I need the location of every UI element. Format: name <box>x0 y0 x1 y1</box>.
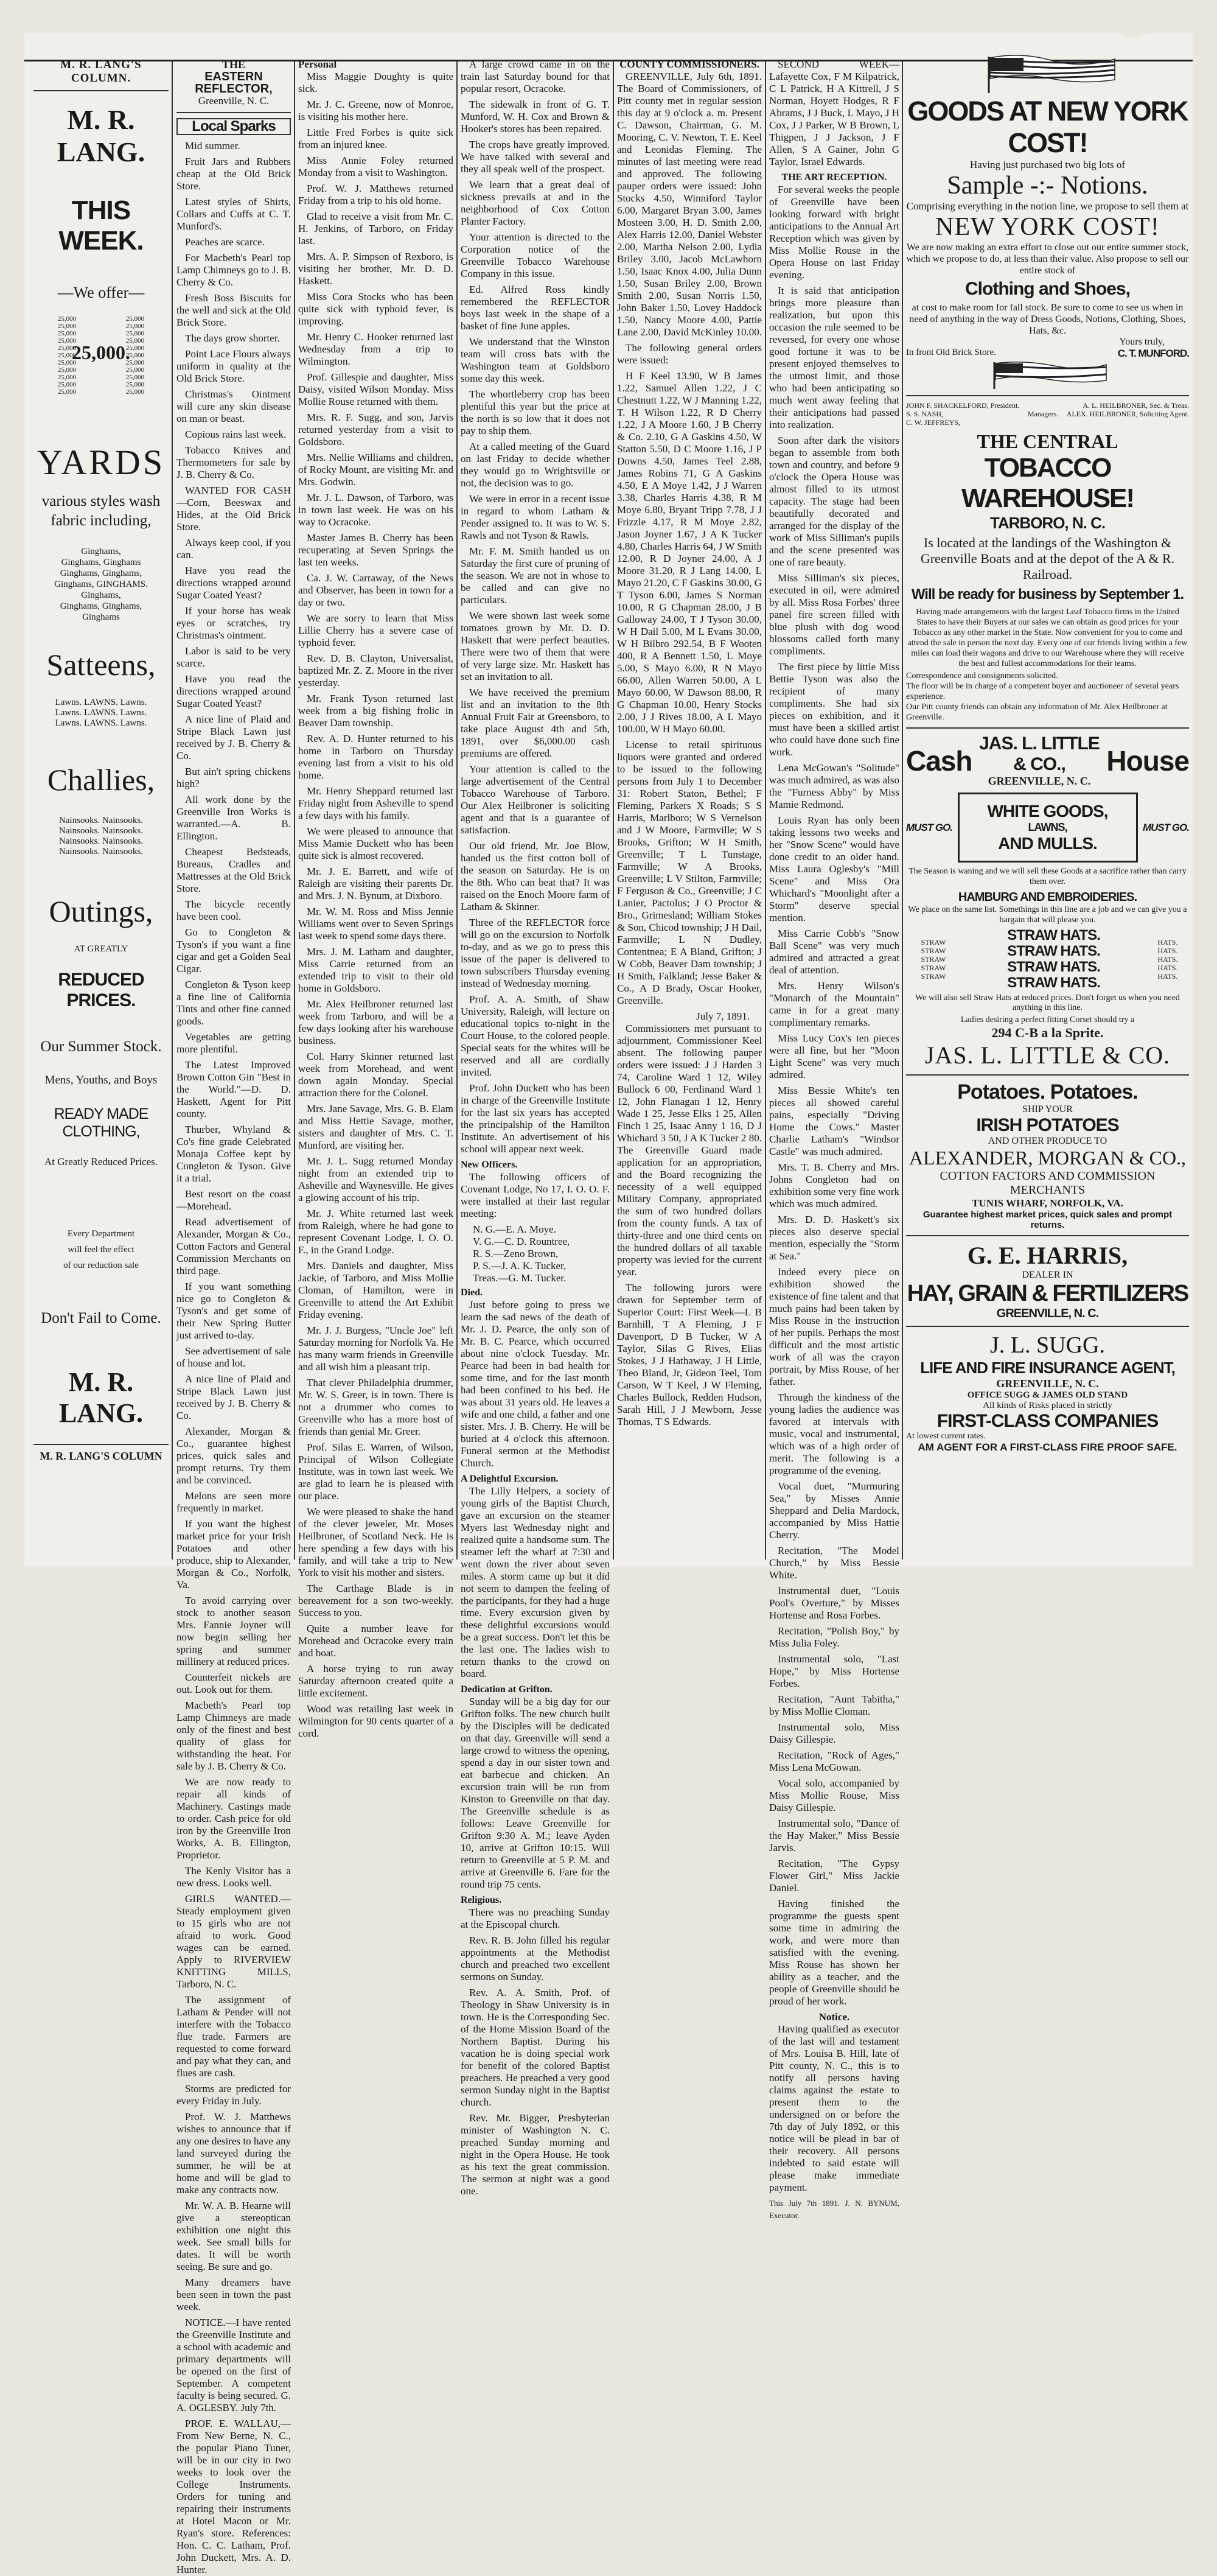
little-ad <box>906 733 1189 1069</box>
warehouse-body: Having made arrangements with the largest Leaf Tobacco firms in the United States to have their Buyers at our sales we can obtain as good prices for your Tobacco as any other market in the State. Now convenient for you to come and attend the sale in person the next day. Every one of our friends living within a few miles can load their wagons and drive to our Warehouse where they will receive the best and fullest accommodations for their teams. <box>907 607 1188 668</box>
officers-list <box>461 1223 610 1284</box>
personal-item: A horse trying to run away Saturday afternoon created quite a little excitement. <box>298 1663 453 1699</box>
local-item: The bicycle recently have been cool. <box>176 898 291 922</box>
notice-heading: Notice. <box>818 2011 850 2023</box>
local-item: Best resort on the coast—Morehead. <box>176 1188 291 1212</box>
excursion-heading: A Delightful Excursion. <box>461 1474 559 1484</box>
yards-heading: YARDS <box>37 443 166 482</box>
news-item: The sidewalk in front of G. T. Munford, W. H. Cox and Brown & Hooker's stores has been repaired. <box>461 99 610 135</box>
irish-potatoes: IRISH POTATOES <box>976 1115 1119 1135</box>
quantity-list: 25,000 25,000 25,000 25,000 25,000 25,000 25,000 25,000 25,000 25,000 25,000 <box>57 315 77 396</box>
personal-item: Little Fred Forbes is quite sick from an injured knee. <box>298 127 453 150</box>
local-item: Latest styles of Shirts, Collars and Cuffs at C. T. Munford's. <box>176 196 291 232</box>
notice-signature: This July 7th 1891. J. N. BYNUM, Executor. <box>769 2199 899 2220</box>
art-closing: Having finished the programme the guests spent some time in admiring the work, and were more than satisfied with the evening. Miss Rouse has shown her ability as a teacher, and the people of Greenville should be proud of her work. <box>769 1898 899 2007</box>
personal-item: We are sorry to learn that Miss Lillie Cherry has a severe case of typhoid fever. <box>298 612 453 648</box>
personal-item: Mr. W. M. Ross and Miss Jennie Williams went over to Seven Springs last week to spend some days there. <box>298 906 453 942</box>
art-paragraph: Indeed every piece on exhibition showed the existence of fine talent and that much pains had been taken by Miss Rouse in the instruction of her pupils. Perhaps the most difficult and the most artistic work of all was the crayon portrait, by Miss Rouse, of her father. <box>769 1266 899 1387</box>
excursion-text: The Lilly Helpers, a society of young girls of the Baptist Church, gave an excursion on the steamer Myers last Wednesday night and realized quite a handsome sum. The steamer left the wharf at 7:30 and went down the river about seven miles. A storm came up but it did not seem to dampen the feeling of the participants, for they had a huge time. Every excursion given by these delightful excursions would be a great success. Don't let this be the last one. The ladies wish to return thanks to the crowd on board. <box>461 1485 610 1679</box>
religious-item: There was no preaching Sunday at the Episcopal church. <box>461 1906 610 1930</box>
local-item: Always keep cool, if you can. <box>176 537 291 561</box>
grifton-text: Sunday will be a big day for our Grifton folks. The new church built by the Disciples will be dedicated on that day. Greenville will send a large crowd to witness the opening, spend a day in our sister town and eat barbecue and chicken. An excursion train will be run from Kinston to Greenville on that day. The Greenville schedule is as follows: Leave Greenville for Grifton 9:30 A. M.; leave Ayden 10, arrive at Grifton 10:15. Will return to Greenville at 5 P. M. and arrive at Greenville 6. Fare for the round trip 75 cents. <box>461 1696 610 1890</box>
local-item: Tobacco Knives and Thermometers for sale by J. B. Cherry & Co. <box>176 444 291 480</box>
column-rule <box>456 61 458 1559</box>
straw-note: We will also sell Straw Hats at reduced prices. Don't forget us when you need anything in this line. <box>915 993 1180 1012</box>
officer-entry: N. G.—E. A. Moye. <box>473 1223 556 1235</box>
correspondence: Correspondence and consignments solicited. <box>906 671 1058 681</box>
ads-column <box>906 52 1189 1559</box>
fire-proof-safe: AM AGENT FOR A FIRST-CLASS FIRE PROOF SAFE. <box>918 1441 1177 1453</box>
religious-item: Rev. A. A. Smith, Prof. of Theology in Shaw University is in town. He is the Corresponding Sec. of the Home Mission Board of the Northern Baptist. During his vacation he is doing special work for benefit of the colored Baptist preachers. He preached a very good sermon Sunday night in the Baptist church. <box>461 1987 610 2108</box>
art-paragraphs <box>769 184 899 1477</box>
personal-item: Mr. J. C. Greene, now of Monroe, is visiting his mother here. <box>298 99 453 122</box>
every-department: Every Department will feel the effect of our reduction sale <box>63 1229 139 1270</box>
news-item: We were shown last week some tomatoes grown by Mr. D. D. Haskett that were perfect beauties. There were two of them that were of very large size. Mr. Haskett has set an invitation to all. <box>461 610 610 682</box>
died-text: Just before going to press we learn the sad news of the death of Mr. J. D. Pearce, the only son of Mr. B. C. Pearce, which occurred about nine o'clock Tuesday. Mr. Pearce had been in bad health for some time, and for the last month had been confined to his bed. He was about 31 years old. He leaves a wife and one child, a father and one sister. Mrs. J. B. Cherry. He will be buried at 4 o'clock this afternoon. Funeral sermon at the Methodist Church. <box>461 1299 610 1469</box>
local-item: WANTED FOR CASH—Corn, Beeswax and Hides, at the Old Brick Store. <box>176 485 291 533</box>
harris-city: GREENVILLE, N. C. <box>996 1307 1099 1320</box>
art-paragraph: Miss Carrie Cobb's "Snow Ball Scene" was very much admired and attracted a great deal of attention. <box>769 928 899 976</box>
column-rule <box>613 61 614 1559</box>
died-heading: Died. <box>461 1287 483 1298</box>
art-paragraph: Miss Lucy Cox's ten pieces were all fine, but her "Moon Light Scene" was very much admired. <box>769 1032 899 1080</box>
local-item: Go to Congleton & Tyson's if you want a fine cigar and get a Golden Seal Cigar. <box>176 926 291 975</box>
corset-note: Ladies desiring a perfect fitting Corset should try a <box>960 1015 1135 1024</box>
art-paragraph: The first piece by little Miss Bettie Tyson was also the recipient of many compliments. She had six pieces on exhibition, and it must have been a skilled artist who could have done such fine work. <box>769 661 899 758</box>
personal-item: Rev. A. D. Hunter returned to his home in Tarboro on Thursday evening last from a visit to his old home. <box>298 733 453 781</box>
ready-made-clothing: READY MADE CLOTHING, <box>54 1105 148 1140</box>
general-orders-text: H F Keel 13.90, W B James 1.22, Samuel Allen 1.22, J C Chestnutt 1.22, W J Manning 1.22, T. H Wilson 1.22, R D Cherry 1.22, J A Moore 1.60, J B Cherry & Co. 2.10, G A Gaskins 4.50, W Statton 5.50, D C Moore 1.16, J P Downs 4.50, James Teel 2.88, James Robins 71, G A Gaskins 4.50, E A Moye 1.42, J J Warren 3.38, Charles Harris 4.38, R M Moye 6.80, Bryant Tripp 7.78, J J Frizzle 4.17, R M Moye 2.82, Jason Joyner 1.67, J A K Tucker 4.80, Charles Harris 64, J W Smith 12.00, R D Joyner 24.00, A J Moore 31.20, R J Lang 14.00, L Mayo 21.20, C F Gaskins 30.00, G T Tyson 6.00, James S Norman 10.00, R G Chapman 28.00, J B Galloway 24.00, T J Tyson 30.00, W H Dail 5.00, M L Evans 30.00, W H Bilbro 292.54, B F Wooten 400, R A Bennett 1.50, L Moye 5.00, S Mayo 6.00, R N Mayo 66.00, Allen Warren 50.00, A L Mayo 60.00, W Dawson 88.00, R G Chapman 10.00, Henry Stocks 2.00, J J Rives 18.00, A L Mayo 100.00, W H Mayo 60.00. <box>617 370 762 735</box>
officer-entry: Treas.—G. M. Tucker. <box>473 1272 567 1284</box>
ready-by-sept: Will be ready for business by September 1. <box>911 586 1184 603</box>
ad-body-3: at cost to make room for fall stock. Be sure to come to see us when in need of anything in the way of Dress Goods, Notions, Clothing, Shoes, Hats, &c. <box>909 303 1186 336</box>
quantity-block <box>33 308 169 399</box>
adjourned-text: Commissioners met pursuant to adjournment, Commissioner Keel absent. The following pauper orders were issued: J J Harden 3 74, Caroline Ward 1 12, Wiley Bullock 6 00, Ferdinand Ward 1 12, John Flanagan 1 12, Henry Wade 1 25, Jesse Elks 1 25, Allen Finch 1 25, Isaac Anny 1 16, D J Whichard 3 50, J A K Tucker 2 80. The Greenville Guard made application for an appropriation, and the Board recognizing the necessity of a well equipped Military Company, appropriated the sum of two hundred dollars from the county funds. A tax of thirty-three and one third cents on the hundred dollars of all taxable property was levied for the current year. <box>617 1023 762 1278</box>
firm-name: ALEXANDER, MORGAN & CO., <box>908 1147 1187 1169</box>
local-item: Mr. W. A. B. Hearne will give a stereoptican exhibition one night this week. See small bills for dates. It will be worth seeing. Be sure and go. <box>176 2200 291 2272</box>
art-paragraph: It is said that anticipation brings more pleasure than realization, but upon this occasion the rule seemed to be reversed, for every one whose good fortune it was to be present enjoyed themselves to the utmost limit, and those who had been anticipating so much went away feeling that their anticipations had passed into realization. <box>769 285 899 430</box>
at-greatly: AT GREATLY <box>74 944 128 954</box>
sugg-office: OFFICE SUGG & JAMES OLD STAND <box>967 1390 1128 1400</box>
ad-body-2: We are now making an extra effort to close out our entire summer stock, which we propose to do, at less than their value. Also propose to sell our entire stock of <box>906 242 1189 276</box>
local-item: PROF. E. WALLAU,—From New Berne, N. C., the popular Piano Tuner, will be in our city in two weeks to look over the College Instruments. Orders for tuning and repairing their instruments at Hotel Macon or Mr. Ryan's store. References: Hon. C. C. Latham, Prof. John Duckett, Mrs. A. D. Hunter. <box>176 2418 291 2575</box>
personal-item: Mr. Henry Sheppard returned last Friday night from Asheville to spend a few days with his family. <box>298 785 453 821</box>
local-item: The days grow shorter. <box>185 332 280 344</box>
local-item: Have you read the directions wrapped around Sugar Coated Yeast? <box>176 673 291 709</box>
news-item: We were in error in a recent issue in regard to whom Latham & Pender assigned to. It was to W. S. Rawls and not Tyson & Rawls. <box>461 493 610 541</box>
cotton-factors: COTTON FACTORS AND COMMISSION MERCHANTS <box>940 1169 1156 1197</box>
personal-item: Glad to receive a visit from Mr. C. H. Jenkins, of Tarboro, on Friday last. <box>298 211 453 247</box>
personal-item: Miss Maggie Doughty is quite sick. <box>298 71 453 94</box>
local-item: Melons are seen more frequently in market. <box>176 1490 291 1514</box>
officer-entry: V. G.—C. D. Rountree, <box>473 1236 570 1247</box>
officer-entry: P. S.—J. A. K. Tucker, <box>473 1260 567 1272</box>
local-item: To avoid carrying over stock to another season Mrs. Fannie Joyner will now begin selling her spring and summer millinery at reduced prices. <box>176 1595 291 1667</box>
news-item: Your attention is called to the large advertisement of the Central Tobacco Warehouse of Tarboro. Our Alex Heilbroner is soliciting agent and that is a guarantee of satisfaction. <box>461 763 610 836</box>
warehouse-city: TARBORO, N. C. <box>989 514 1106 532</box>
must-go-right: MUST GO. <box>1142 821 1189 833</box>
ad-sub: Having just purchased two big lots of <box>970 159 1125 170</box>
art-paragraph: Mrs. Henry Wilson's "Monarch of the Mountain" came in for a great many complimentary remarks. <box>769 980 899 1028</box>
must-go-left: MUST GO. <box>906 821 953 833</box>
personal-item: We were pleased to announce that Miss Mamie Duckett who has been quite sick is almost recovered. <box>298 825 453 861</box>
programme-item: Vocal duet, "Murmuring Sea," by Misses Annie Sheppard and Delia Mardock, accompanied by Miss Hattie Cherry. <box>769 1480 899 1541</box>
ad-body: Comprising everything in the notion line, we propose to sell them at <box>906 200 1189 212</box>
little-name: JAS. L. LITTLE & CO., <box>979 733 1100 774</box>
art-paragraph: Louis Ryan has only been taking lessons two weeks and her "Snow Scene" would have done credit to an older hand. Miss Laura Oglesby's "Mill Scene" and Miss Ora Whichard's "Moonlight after a Storm" deserve special mention. <box>769 814 899 923</box>
personal-item: Prof. W. J. Matthews returned Friday from a trip to his old home. <box>298 183 453 206</box>
column-rule <box>172 61 173 1559</box>
personal-item: The Carthage Blade is in bereavement for a son two-weekly. Success to you. <box>298 1583 453 1619</box>
personal-item: Col. Harry Skinner returned last week from Morehead, and went down again Monday. Special attraction there for the Colonel. <box>298 1051 453 1099</box>
ad-location: In front Old Brick Store. <box>906 348 996 357</box>
news-item: Our old friend, Mr. Joe Blow, handed us the first cotton boll of the season on Saturday. He is on the 8th. Who can beat that? It was raised on the Enoch Moore farm of Latham & Skinner. <box>461 840 610 912</box>
local-item: Have you read the directions wrapped around Sugar Coated Yeast? <box>176 565 291 601</box>
yours-truly: Yours truly, <box>1119 337 1165 347</box>
new-york-cost: NEW YORK COST! <box>935 213 1160 241</box>
news-item: We understand that the Winston team will cross bats with the Washington team at Goldsboro some day this week. <box>461 336 610 384</box>
general-orders-heading: The following general orders were issued: <box>617 342 762 366</box>
local-item: Storms are predicted for every Friday in July. <box>176 2083 291 2107</box>
potatoes-ad <box>906 1080 1189 1230</box>
personal-item: That clever Philadelphia drummer, Mr. W. S. Greer, is in town. There is not a drummer who comes to Greenville who has a more host of friends than genial Mr. Greer. <box>298 1377 453 1437</box>
art-column <box>769 58 899 2220</box>
local-item: Read advertisement of Alexander, Morgan & Co., Cotton Factors and General Commission Merchants on third page. <box>176 1216 291 1276</box>
local-item: For Macbeth's Pearl top Lamp Chimneys go to J. B. Cherry & Co. <box>176 252 291 288</box>
commissioners-text: GREENVILLE, July 6th, 1891. The Board of Commissioners, of Pitt county met in regular session this day at 9 o'clock a. m. Present C. Dawson, Chairman, G. M. Mooring, C. V. Newton, T. E. Keel and Leonidas Fleming. The minutes of last meeting were read and approved. The following pauper orders were issued: John Stocks 4.50, Winniford Taylor 6.00, Margaret Bryan 3.00, James Mosteen 3.00, H. D. Smith 2.00, Alex Harris 12.00, Daniel Webster 2.00, Martha Nelson 2.00, Lydia Briley 3.00, Jacob McLawhorn 1.50, Isaac Knox 4.00, Julia Dunn 1.50, Susan Briley 2.00, Brown Smith 2.00, Susan Norris 1.50, John Baker 1.50, Lovey Haddock 1.50, Nancy Moore 4.00, Pattie Lane 2.00, David McKinley 10.00. <box>617 71 762 338</box>
news-item: At a called meeting of the Guard on last Friday to decide whether they would go to Wrightsville or not, the decision was to go. <box>461 441 610 489</box>
programme-item: Instrumental solo, "Dance of the Hay Maker," Miss Bessie Jarvis. <box>769 1818 899 1853</box>
local-item: Mid summer. <box>185 140 240 152</box>
ginghams-list: Ginghams, Ginghams, Ginghams Ginghams, Ginghams, Ginghams, GINGHAMS. Ginghams, Ginghams, Ginghams, Ginghams <box>54 547 148 622</box>
news-item: Ed. Alfred Ross kindly remembered the REFLECTOR boys last week in the shape of a basket of fine June apples. <box>461 284 610 332</box>
art-paragraph: For several weeks the people of Greenville have been looking forward with bright anticipations to the Annual Art Reception which was given by Miss Mollie Rouse in the Opera House on last Friday evening. <box>769 184 899 281</box>
warehouse-location: Is located at the landings of the Washington & Greenville Boats and at the depot of the A & R. Railroad. <box>920 535 1175 582</box>
religious-items <box>461 1906 610 2197</box>
news-item: The crops have greatly improved. We have talked with several and they all speak well of the prospect. <box>461 139 610 175</box>
little-name-bottom: JAS. L. LITTLE & CO. <box>924 1041 1171 1069</box>
personal-item: Rev. D. B. Clayton, Universalist, baptized Mr. Z. Z. Moore in the river yesterday. <box>298 653 453 688</box>
second-week-jurors: SECOND WEEK—Lafayette Cox, F M Kilpatrick, C L Patrick, H A Kittrell, J S Norman, Hoyett Hodges, R F Abrams, J J Buck, L Mayo, J H Cox, J J Parker, W B Brown, L Thigpen, J J Jackson, J F Allen, S A Gainer, John G Taylor, Israel Edwards. <box>769 58 899 167</box>
corset-name: 294 C-B a la Sprite. <box>991 1025 1104 1040</box>
dont-fail: Don't Fail to Come. <box>41 1310 161 1326</box>
straw-hats-stack: STRAW HATS. STRAW HATS. STRAW HATS. STRAW HATS. <box>1007 927 1100 991</box>
local-item: NOTICE.—I have rented the Greenville Institute and a school with academic and primary departments will be opened on the first of September. A competent faculty is being secured. G. A. OGLESBY. July 7th. <box>176 2317 291 2413</box>
news-item: Prof. John Duckett who has been in charge of the Greenville Institute for the last six years has accepted the principalship of the Hamilton Institute. An advertisement of his school will appear next week. <box>461 1082 610 1155</box>
season-note: The Season is waning and we will sell these Goods at a sacrifice rather than carry them over. <box>908 867 1187 886</box>
local-item: Vegetables are getting more plentiful. <box>176 1031 291 1055</box>
personal-item: Wood was retailing last week in Wilmington for 90 cents quarter of a cord. <box>298 1703 453 1739</box>
news-item: Your attention is directed to the Corporation notice of the Greenville Tobacco Warehouse Company in this issue. <box>461 231 610 279</box>
lawns-list: Lawns. LAWNS. Lawns. Lawns. LAWNS. Lawns. Lawns. LAWNS. Lawns. <box>55 698 147 728</box>
local-item: Alexander, Morgan & Co., guarantee highest prices, quick sales and prompt returns. Try them and be convinced. <box>176 1426 291 1486</box>
personal-item: Mrs. Nellie Williams and children, of Rocky Mount, are visiting Mr. and Mrs. Godwin. <box>298 452 453 488</box>
white-goods: WHITE GOODS, <box>987 802 1108 821</box>
officers-heading: New Officers. <box>461 1160 518 1170</box>
merchant-name: M. R. LANG. <box>57 104 145 167</box>
personal-item: Mrs. R. F. Sugg, and son, Jarvis returned yesterday from a visit to Goldsboro. <box>298 411 453 447</box>
section-heading: Personal <box>298 58 337 70</box>
local-item: Many dreamers have been seen in town the past week. <box>176 2277 291 2312</box>
local-item: See advertisement of sale of house and lot. <box>176 1345 291 1369</box>
sugg-rates: At lowest current rates. <box>906 1432 986 1441</box>
hamburg-heading: HAMBURG AND EMBROIDERIES. <box>958 891 1137 904</box>
column-footer: M. R. LANG'S COLUMN <box>40 1450 162 1462</box>
reduced-prices: REDUCED PRICES. <box>58 970 144 1010</box>
clothing-and-shoes: Clothing and Shoes, <box>965 279 1130 299</box>
sugg-agent: LIFE AND FIRE INSURANCE AGENT, <box>920 1359 1175 1377</box>
outings-heading: Outings, <box>49 894 153 928</box>
news-item: We have received the premium list and an invitation to the 8th Annual Fruit Fair at Greensboro, to take place August 4th and 5th, 1891, over $6,000.00 cash premiums are offered. <box>461 687 610 759</box>
harris-dealer: DEALER IN <box>1022 1270 1073 1280</box>
local-item: Christmas's Ointment will cure any skin disease on man or beast. <box>176 388 291 424</box>
local-item: A nice line of Plaid and Stripe Black Lawn just received by J. B. Cherry & Co. <box>176 713 291 761</box>
commissioners-column <box>617 58 762 1559</box>
art-paragraph: Miss Bessie White's ten pieces all showed careful pains, especially "Driving Home the Cows." Master Charlie Latham's "Windsor Castle" was much admired. <box>769 1085 899 1157</box>
straw-hats-block <box>906 928 1189 991</box>
personal-items <box>298 71 453 1740</box>
firm-address: TUNIS WHARF, NORFOLK, VA. <box>972 1197 1123 1209</box>
programme-item: Vocal solo, accompanied by Miss Mollie Rouse, Miss Daisy Gillespie. <box>769 1777 899 1813</box>
programme-item: Instrumental duet, "Louis Pool's Overture," by Misses Hortense and Rosa Forbes. <box>769 1585 899 1621</box>
harris-name: G. E. HARRIS, <box>967 1242 1128 1269</box>
personal-item: Mrs. A. P. Simpson of Rexboro, is visiting her brother, Mr. D. D. Haskett. <box>298 251 453 287</box>
notice-text: Having qualified as executor of the last will and testament of Mrs. Louisa B. Hill, late of Pitt county, N. C., this is to notify all persons having claims against the estate to present them to the undersigned on or before the 7th day of July 1892, or this notice will be plead in bar of their recovery. All persons indebted to said estate will please make immediate payment. <box>769 2023 899 2193</box>
officers-left: JOHN F. SHACKELFORD, President. S. S. NASH, C. W. JEFFREYS, <box>906 401 1020 427</box>
central-warehouse-ad <box>906 401 1189 723</box>
personal-item: Mrs. Daniels and daughter, Miss Jackie, of Tarboro, and Miss Mollie Cloman, of Hamilton, were in Greenville to attend the Art Exhibit Friday evening. <box>298 1260 453 1320</box>
this-week-heading: THIS WEEK. <box>58 195 144 256</box>
personal-item: Quite a number leave for Morehead and Ocracoke every train and boat. <box>298 1623 453 1659</box>
ship-your: SHIP YOUR <box>1022 1104 1073 1115</box>
section-heading: Local Sparks <box>176 118 291 135</box>
personal-item: Mr. Frank Tyson returned last week from a big fishing frolic in Beaver Dam township. <box>298 693 453 729</box>
art-paragraph: Mrs. T. B. Cherry and Mrs. Johns Congleton had on exhibition some very fine work which was much admired. <box>769 1161 899 1209</box>
religious-heading: Religious. <box>461 1895 502 1905</box>
programme-item: Recitation, "Polish Boy," by Miss Julia Foley. <box>769 1625 899 1649</box>
local-item: If you want something nice go to Congleton & Tyson's and get some of their New Spring Butter just arrived to-day. <box>176 1281 291 1341</box>
house-label: House <box>1106 744 1189 777</box>
local-item: The Latest Improved Brown Cotton Gin "Best in the World."—D. D. Haskett, Agent for Pitt county. <box>176 1059 291 1119</box>
and-mulls: AND MULLS. <box>998 834 1097 853</box>
art-paragraph: Mrs. D. D. Haskett's six pieces also deserve special mention, especially the "Storm at Sea." <box>769 1214 899 1262</box>
harris-goods: HAY, GRAIN & FERTILIZERS <box>907 1281 1188 1306</box>
art-paragraph: Through the kindness of the young ladies the audience was favored at intervals with music, vocal and instrumental, which was of a high order of merit. The following is a programme of the evening. <box>769 1391 899 1476</box>
floor-note: The floor will be in charge of a competent buyer and auctioneer of several years experience. <box>906 682 1179 701</box>
flag-icon <box>978 52 1118 94</box>
straw-stack: STRAW STRAW STRAW STRAW STRAW <box>921 938 946 981</box>
challies-heading: Challies, <box>47 763 155 797</box>
the-central: THE CENTRAL <box>977 430 1118 452</box>
personal-item: Prof. Gillespie and daughter, Miss Daisy, visited Wilson Monday. Miss Mollie Rouse returned with them. <box>298 371 453 407</box>
tobacco-warehouse: TOBACCO WAREHOUSE! <box>961 453 1134 513</box>
news-item: A large crowd came in on the train last Saturday bound for that popular resort, Ocracoke. <box>461 58 610 94</box>
local-item: Peaches are scarce. <box>185 236 265 248</box>
masthead-paper: EASTERN REFLECTOR, <box>195 70 273 96</box>
lawns-label: LAWNS, <box>1028 821 1067 833</box>
local-item: Fruit Jars and Rubbers cheap at the Old Brick Store. <box>176 156 291 192</box>
news-item: Three of the REFLECTOR force will go on the excursion to Norfolk to-day, and as we go to press this issue of the paper is delivered to town subscribers Thursday evening instead of Wednesday morning. <box>461 917 610 989</box>
local-item: We are now ready to repair all kinds of Machinery. Castings made to order. Cash price for old iron by the Greenville Iron Works, A. B. Ellington, Proprietor. <box>176 1776 291 1861</box>
column-rule <box>294 61 295 1559</box>
white-goods-box <box>958 793 1138 863</box>
local-item: Fresh Boss Biscuits for the well and sick at the Old Brick Store. <box>176 292 291 328</box>
art-paragraph: Lena McGowan's "Solitude" was much admired, as was also the "Furness Abby" by Miss Mamie Redmond. <box>769 762 899 810</box>
cash-label: Cash <box>906 744 972 777</box>
local-item: The Kenly Visitor has a new dress. Looks well. <box>176 1865 291 1889</box>
personal-column <box>298 58 453 1739</box>
local-item: Point Lace Flours always uniform in quality at the Old Brick Store. <box>176 348 291 384</box>
news-column <box>461 58 610 2197</box>
religious-item: Rev. R. B. John filled his regular appointments at the Methodist church and preached two excellent sermons on Sunday. <box>461 1934 610 1983</box>
personal-item: Mr. Alex Heilbroner returned last week from Tarboro, and will be a few days looking after his warehouse business. <box>298 998 453 1046</box>
sample-notions: Sample -:- Notions. <box>947 172 1148 200</box>
news-items <box>461 58 610 1155</box>
quantity-list: 25,000 25,000 25,000 25,000 25,000 25,000 25,000 25,000 25,000 25,000 25,000 <box>125 315 145 396</box>
lang-column <box>33 58 169 1559</box>
personal-item: Master James B. Cherry has been recuperating at Seven Springs the last ten weeks. <box>298 532 453 568</box>
programme-item: Recitation, "The Model Church," by Miss Bessie White. <box>769 1545 899 1581</box>
news-item: Mr. F. M. Smith handed us on Saturday the first cure of pruning of the season. We are not in whose to be called and can give no particulars. <box>461 545 610 606</box>
local-item: Congleton & Tyson keep a fine line of California Tints and other fine canned goods. <box>176 979 291 1027</box>
local-item: If you want the highest market price for your Irish Potatoes and other produce, ship to Alexander, Morgan & Co., Norfolk, Va. <box>176 1518 291 1591</box>
fabric-intro: various styles wash fabric including, <box>41 493 161 529</box>
local-item: But ain't spring chickens high? <box>176 766 291 789</box>
art-paragraph: Miss Silliman's six pieces, executed in oil, were admired by all. Miss Rosa Forbes' three panel fire screen filled with blue plush with dog wood blossoms called forth many compliments. <box>769 572 899 657</box>
officers-right: A. L. HEILBRONER, Sec. & Treas. ALEX. HEILBRONER, Soliciting Agent. <box>1066 401 1189 418</box>
sugg-ad <box>906 1332 1189 1454</box>
sugg-risks: All kinds of Risks placed in strictly <box>983 1401 1112 1410</box>
local-item: Macbeth's Pearl top Lamp Chimneys are made only of the finest and best quality of glass for withstanding the heat. For sale by J. B. Cherry & Co. <box>176 1699 291 1772</box>
commissioners-heading: COUNTY COMMISSIONERS. <box>619 58 759 70</box>
personal-item: Prof. Silas E. Warren, of Wilson, Principal of Wilson Collegiate Institute, was in town last week. We are glad to learn he is pleased with our place. <box>298 1441 453 1502</box>
local-item: The assignment of Latham & Pender will not interfere with the Tobacco flue trade. Farmers are requested to come forward and pay what they can, and flues are cash. <box>176 1994 291 2079</box>
local-items <box>176 140 291 2576</box>
greatly-reduced: At Greatly Reduced Prices. <box>44 1156 158 1167</box>
personal-item: Ca. J. W. Carraway, of the News and Observer, has been in town for a day or two. <box>298 572 453 608</box>
local-item: Thurber, Whyland & Co's fine grade Celebrated Monaja Coffee kept by Congleton & Tyson. Give it a trial. <box>176 1124 291 1184</box>
personal-item: Mrs. Jane Savage, Mrs. G. B. Elam and Miss Hettie Savage, mother, sisters and daughter of Mrs. C. T. Munford, are visiting her. <box>298 1103 453 1151</box>
summer-stock: Our Summer Stock. <box>40 1038 162 1055</box>
programme-item: Recitation, "The Gypsy Flower Girl," Miss Jackie Daniel. <box>769 1858 899 1894</box>
programme-item: Instrumental solo, "Last Hope," by Miss Hortense Forbes. <box>769 1653 899 1689</box>
mens-youths: Mens, Youths, and Boys <box>44 1074 158 1087</box>
jurors-text: The following jurors were drawn for September term of Superior Court: First Week—L B Barnhill, T A Fleming, J F Davenport, D B Tucker, W A Taylor, Silas G Rives, Elias Stokes, J J Hathaway, J H Little, Theo Bland, Jr, Gideon Teel, Tom Carson, W T Keel, J W Fleming, Charles Bullock, Redden Hudson, Sarah Hill, J J Mewborn, Jesse Thomas, T S Edwards. <box>617 1282 762 1427</box>
programme-list <box>769 1480 899 1894</box>
ad-signature: C. T. MUNFORD. <box>1117 348 1189 359</box>
column-rule <box>902 61 903 1559</box>
column-header: M. R. LANG'S COLUMN. <box>60 58 142 85</box>
flag-icon <box>987 360 1109 390</box>
masthead-the: THE <box>221 58 245 71</box>
pitt-note: Our Pitt county friends can obtain any information of Mr. Alex Heilbroner at Greenville. <box>906 702 1168 722</box>
personal-item: Miss Cora Stocks who has been quite sick with typhoid fever, is improving. <box>298 291 453 327</box>
nainsooks-list: Nainsooks. Nainsooks. Nainsooks. Nainsooks. Nainsooks. Nainsooks. Nainsooks. Nainsooks. <box>59 816 143 856</box>
local-item: A nice line of Plaid and Stripe Black Lawn just received by J. B. Cherry & Co. <box>176 1373 291 1421</box>
hats-stack: HATS. HATS. HATS. HATS. HATS. <box>1157 938 1178 981</box>
personal-item: Mr. J. J. Burgess, "Uncle Joe" left Saturday morning for Norfolk Va. He has many warm friends in Greenville and all wish him a pleasant trip. <box>298 1325 453 1373</box>
we-offer: —We offer— <box>57 284 145 301</box>
personal-item: We were pleased to shake the hand of the clever jeweler, Mr. Moses Heilbroner, of Scotland Neck. He is here spending a few days with his family, and will take a trip to New York to visit his mother and sisters. <box>298 1506 453 1578</box>
personal-item: Mr. Henry C. Hooker returned last Wednesday from a trip to Wilmington. <box>298 331 453 367</box>
hamburg-sub: We place on the same list. Somethings in this line are a job and we can give you a bargain that will please you. <box>908 905 1187 925</box>
programme-item: Recitation, "Aunt Tabitha," by Miss Mollie Cloman. <box>769 1693 899 1717</box>
potatoes-headline: Potatoes. Potatoes. <box>957 1080 1138 1104</box>
grifton-heading: Dedication at Grifton. <box>461 1684 553 1695</box>
local-item: Cheapest Bedsteads, Bureaus, Cradles and Mattresses at the Old Brick Store. <box>176 846 291 894</box>
local-item: Prof. W. J. Matthews wishes to announce that if any one desires to have any land surveyed during the summer, he will be at home and will be glad to make any contracts now. <box>176 2111 291 2196</box>
personal-item: Miss Annie Foley returned Monday from a visit to Washington. <box>298 155 453 178</box>
merchant-name-bottom: M. R. LANG. <box>58 1367 144 1428</box>
satteens-heading: Satteens, <box>46 648 156 682</box>
munford-ad <box>906 52 1189 390</box>
officer-entry: R. S.—Zeno Brown, <box>473 1248 559 1259</box>
personal-item: Mr. J. E. Barrett, and wife of Raleigh are visiting their parents Dr. and Mrs. J. N. Bynum, at Dixboro. <box>298 866 453 901</box>
licenses-text: License to retail spirituous liquors were granted and ordered to be issued to the following persons from July 1 to December 31: Robert Staton, Bethel; F Fleming, Parkers X Roads; S S Harris, Marlboro; W S Vernelson and J W Moore, Farmville; W S Brooks, Grifton; W H Smith, Greenville; T L Tunstage, Farmville; W A Brooks, Greenville; L V Stilton, Farmville; F Ferguson & Co., Greenville; J C Lanier, Pactolus; J O Proctor & Bro., Grimesland; William Stokes & Son, Chicod township; J H Dail, Farmville; L N Dudley, Contentnea; E A Bland, Grifton; J W Cobb, Beaver Dam township; J H Smith, Falkland; Jesse Baker & Co., A D Brady, Oscar Hooker, Greenville. <box>617 739 762 1006</box>
dateline: July 7, 1891. <box>696 1010 750 1022</box>
art-heading: THE ART RECEPTION. <box>781 172 887 183</box>
sugg-city: GREENVILLE, N. C. <box>996 1377 1099 1390</box>
programme-item: Instrumental solo, Miss Daisy Gillespie. <box>769 1721 899 1745</box>
sugg-name: J. L. SUGG. <box>990 1332 1105 1358</box>
local-sparks-column <box>176 58 291 2575</box>
masthead-city: Greenville, N. C. <box>198 95 270 107</box>
managers-label: Managers. <box>1027 410 1059 418</box>
ad-headline: GOODS AT NEW YORK COST! <box>907 96 1188 158</box>
news-item: The whortleberry crop has been plentiful this year but the price at the north is so low that it does not pay to ship them. <box>461 388 610 436</box>
local-item: GIRLS WANTED.—Steady employment given to 15 girls who are not afraid to work. Good wages can be earned. Apply to RIVERVIEW KNITTING MILLS, Tarboro, N. C. <box>176 1893 291 1990</box>
local-item: All work done by the Greenville Iron Works is warranted.—A. B. Ellington. <box>176 794 291 842</box>
personal-item: Mr. J. White returned last week from Raleigh, where he had gone to represent Covenant Lodge, I. O. O. F., in the Grand Lodge. <box>298 1208 453 1256</box>
little-city: GREENVILLE, N. C. <box>988 775 1091 787</box>
local-item: If your horse has weak eyes or scratches, try Christmas's ointment. <box>176 605 291 641</box>
local-item: Counterfeit nickels are out. Look out for them. <box>176 1671 291 1695</box>
column-rule <box>765 61 766 1559</box>
religious-item: Rev. Mr. Bigger, Presbyterian minister of Washington N. C. preached Sunday morning and night in the Opera House. He took as his text the great commission. The sermon at night was a good one. <box>461 2112 610 2197</box>
first-class-companies: FIRST-CLASS COMPANIES <box>936 1411 1159 1431</box>
personal-item: Mrs. J. M. Latham and daughter, Miss Carrie returned from an extended trip to visit to their old home in Goldsboro. <box>298 946 453 994</box>
personal-item: Mr. J. L. Dawson, of Tarboro, was in town last week. He was on his way to Ocracoke. <box>298 492 453 528</box>
personal-item: Mr. J. L. Sugg returned Monday night from an extended trip to Asheville and Waynesville. He gives a glowing account of his trip. <box>298 1155 453 1203</box>
local-item: Copious rains last week. <box>185 429 287 440</box>
officers-intro: The following officers of Covenant Lodge, No 17, I. O. O. F. were installed at their last regular meeting: <box>461 1171 610 1219</box>
programme-item: Recitation, "Rock of Ages," Miss Lena McGowan. <box>769 1749 899 1773</box>
harris-ad <box>906 1241 1189 1321</box>
local-item: Labor is said to be very scarce. <box>176 645 291 669</box>
guarantee: Guarantee highest market prices, quick sales and prompt returns. <box>922 1209 1173 1230</box>
news-item: We learn that a great deal of sickness prevails at and in the neighborhood of Cox Cotton Planter Factory. <box>461 179 610 227</box>
quantity-total: 25,000. <box>72 341 130 363</box>
news-item: Prof. A. A. Smith, of Shaw University, Raleigh, will lecture on educational topics to-night in the Court House, to the colored people. Special seats for the whites will be reserved and all are cordially invited. <box>461 993 610 1078</box>
art-paragraph: Soon after dark the visitors began to assemble from both town and country, and before 9 o'clock the Opera House was almost filled to its utmost capacity. The stage had been beautifully decorated and arranged for the display of the work of Miss Silliman's pupils and the scene presented was one of rare beauty. <box>769 435 899 568</box>
other-produce: AND OTHER PRODUCE TO <box>988 1136 1107 1146</box>
